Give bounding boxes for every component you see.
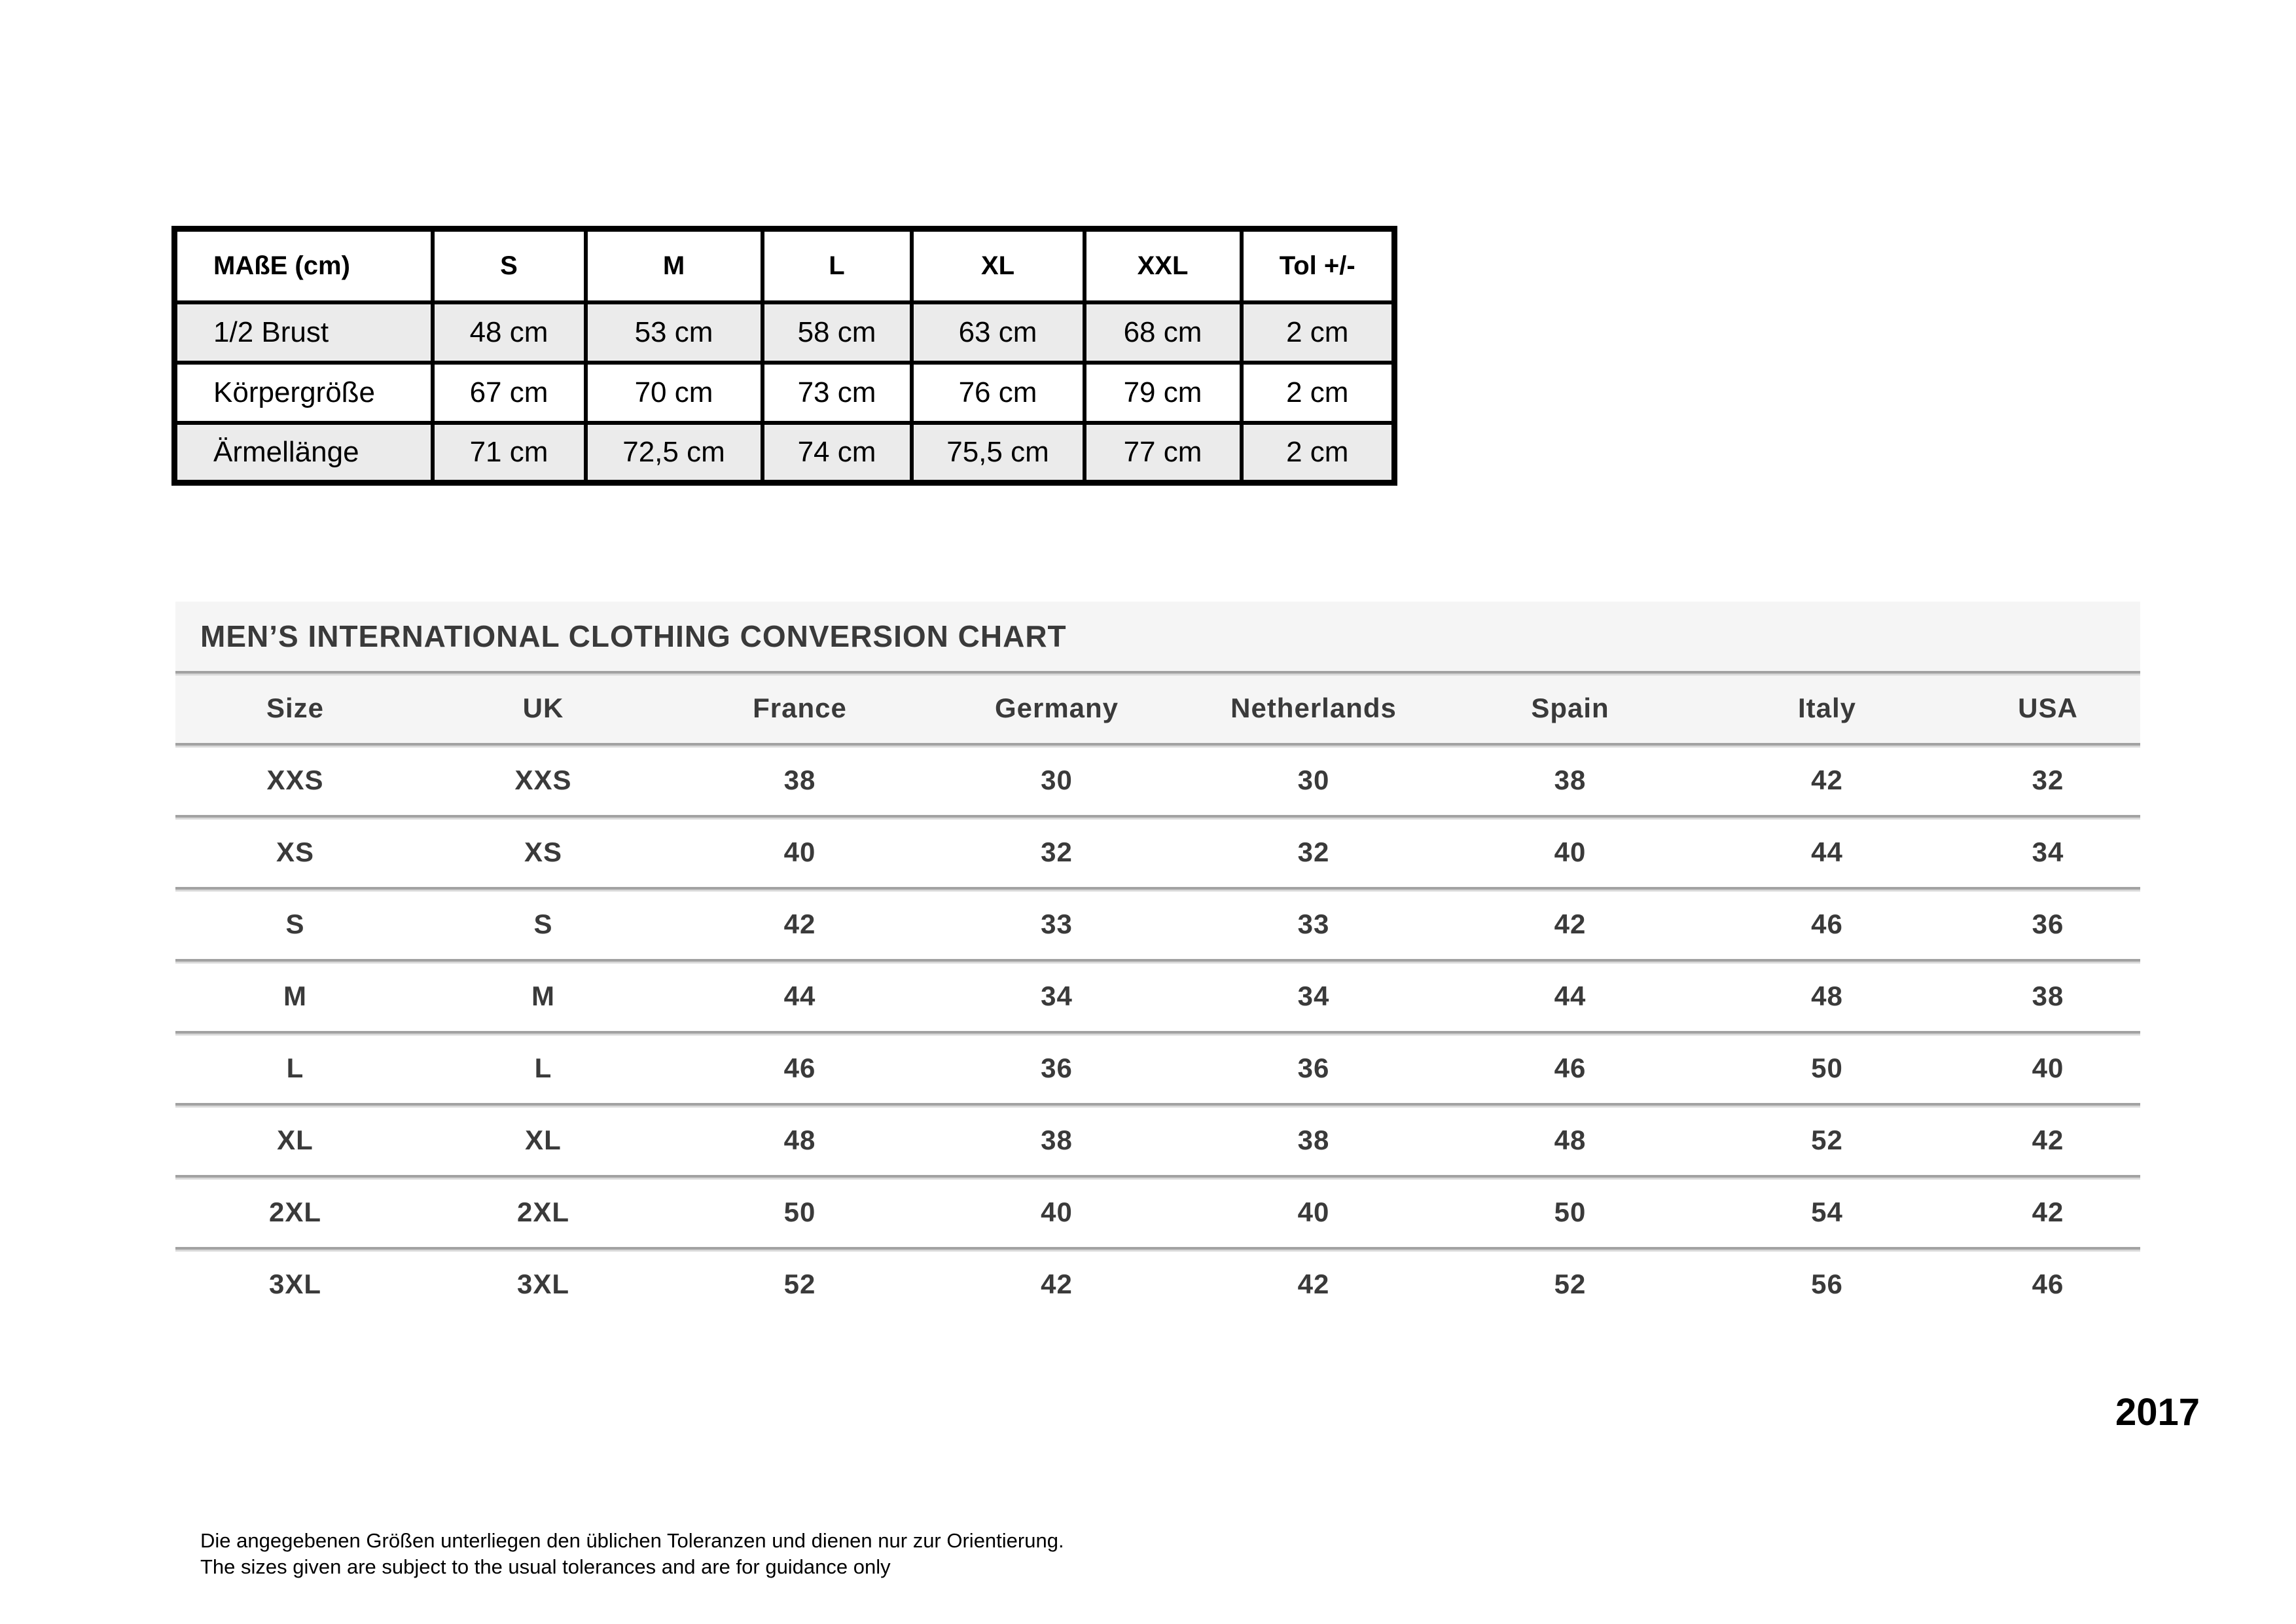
year-label: 2017 — [2115, 1391, 2200, 1434]
chart-value-cell: 30 — [928, 744, 1185, 816]
chart-value-cell: 42 — [1442, 888, 1698, 960]
masse-header-row — [175, 229, 1395, 302]
chart-value-cell: 34 — [1185, 960, 1442, 1032]
chart-value-cell: 46 — [1442, 1032, 1698, 1104]
chart-value-cell: 48 — [1698, 960, 1956, 1032]
chart-header-cell: France — [672, 672, 928, 744]
chart-value-cell: 40 — [1185, 1176, 1442, 1248]
chart-value-cell: 42 — [1698, 744, 1956, 816]
chart-row — [175, 816, 2140, 888]
chart-value-cell: 54 — [1698, 1176, 1956, 1248]
masse-row-label: 1/2 Brust — [175, 302, 433, 363]
masse-value-cell: 68 cm — [1085, 302, 1242, 363]
masse-value-cell: 58 cm — [762, 302, 912, 363]
chart-size-cell: 2XL — [175, 1176, 415, 1248]
chart-value-cell: 56 — [1698, 1248, 1956, 1319]
chart-value-cell: 38 — [1185, 1104, 1442, 1176]
masse-value-cell: 2 cm — [1242, 302, 1395, 363]
chart-value-cell: 42 — [928, 1248, 1185, 1319]
chart-row — [175, 1248, 2140, 1319]
chart-value-cell: 44 — [672, 960, 928, 1032]
chart-value-cell: M — [415, 960, 672, 1032]
chart-value-cell: 32 — [1185, 816, 1442, 888]
masse-value-cell: 70 cm — [586, 363, 762, 423]
chart-value-cell: 52 — [1442, 1248, 1698, 1319]
chart-header-cell: Germany — [928, 672, 1185, 744]
chart-row — [175, 960, 2140, 1032]
chart-value-cell: 44 — [1442, 960, 1698, 1032]
chart-header-cell: Netherlands — [1185, 672, 1442, 744]
chart-value-cell: 50 — [1442, 1176, 1698, 1248]
masse-value-cell: 73 cm — [762, 363, 912, 423]
conversion-chart-table — [175, 671, 2140, 1319]
chart-header-cell: Italy — [1698, 672, 1956, 744]
masse-header-size: M — [586, 229, 762, 302]
chart-size-cell: XL — [175, 1104, 415, 1176]
chart-header-cell: USA — [1956, 672, 2140, 744]
chart-value-cell: 46 — [1956, 1248, 2140, 1319]
masse-header-size: S — [433, 229, 586, 302]
masse-value-cell: 75,5 cm — [912, 423, 1085, 483]
masse-value-cell: 63 cm — [912, 302, 1085, 363]
chart-value-cell: 2XL — [415, 1176, 672, 1248]
chart-value-cell: 44 — [1698, 816, 1956, 888]
chart-value-cell: 52 — [672, 1248, 928, 1319]
masse-header-size: XXL — [1085, 229, 1242, 302]
chart-size-cell: XXS — [175, 744, 415, 816]
masse-value-cell: 2 cm — [1242, 423, 1395, 483]
chart-value-cell: 42 — [672, 888, 928, 960]
chart-size-cell: S — [175, 888, 415, 960]
masse-value-cell: 2 cm — [1242, 363, 1395, 423]
footer-line-english: The sizes given are subject to the usual tolerances and are for guidance only — [200, 1555, 891, 1578]
chart-value-cell: 36 — [928, 1032, 1185, 1104]
masse-header-size: Tol +/- — [1242, 229, 1395, 302]
chart-value-cell: 46 — [1698, 888, 1956, 960]
masse-row-label: Ärmellänge — [175, 423, 433, 483]
chart-row — [175, 1104, 2140, 1176]
masse-value-cell: 53 cm — [586, 302, 762, 363]
chart-value-cell: 33 — [1185, 888, 1442, 960]
chart-value-cell: XS — [415, 816, 672, 888]
chart-value-cell: 42 — [1956, 1104, 2140, 1176]
chart-value-cell: 38 — [1956, 960, 2140, 1032]
chart-value-cell: 32 — [1956, 744, 2140, 816]
masse-row — [175, 423, 1395, 483]
chart-value-cell: 40 — [1442, 816, 1698, 888]
masse-value-cell: 74 cm — [762, 423, 912, 483]
chart-value-cell: 50 — [672, 1176, 928, 1248]
chart-value-cell: 40 — [1956, 1032, 2140, 1104]
conversion-chart — [175, 602, 2140, 1319]
masse-header-size: L — [762, 229, 912, 302]
chart-value-cell: 52 — [1698, 1104, 1956, 1176]
chart-value-cell: 48 — [1442, 1104, 1698, 1176]
chart-header-cell: Size — [175, 672, 415, 744]
masse-value-cell: 72,5 cm — [586, 423, 762, 483]
masse-value-cell: 77 cm — [1085, 423, 1242, 483]
chart-value-cell: 3XL — [415, 1248, 672, 1319]
footer-note — [200, 1528, 1064, 1580]
footer-line-german: Die angegebenen Größen unterliegen den üblichen Toleranzen und dienen nur zur Orientierung. — [200, 1529, 1064, 1552]
chart-value-cell: 40 — [928, 1176, 1185, 1248]
masse-value-cell: 79 cm — [1085, 363, 1242, 423]
chart-row — [175, 1032, 2140, 1104]
chart-value-cell: XXS — [415, 744, 672, 816]
chart-value-cell: 33 — [928, 888, 1185, 960]
chart-value-cell: S — [415, 888, 672, 960]
chart-value-cell: 38 — [1442, 744, 1698, 816]
chart-value-cell: XL — [415, 1104, 672, 1176]
chart-header-cell: UK — [415, 672, 672, 744]
chart-value-cell: 36 — [1956, 888, 2140, 960]
chart-title: MEN’S INTERNATIONAL CLOTHING CONVERSION CHART — [175, 602, 2140, 671]
chart-row — [175, 744, 2140, 816]
masse-header-label: MAßE (cm) — [175, 229, 433, 302]
chart-size-cell: XS — [175, 816, 415, 888]
chart-row — [175, 888, 2140, 960]
chart-size-cell: L — [175, 1032, 415, 1104]
masse-table — [171, 226, 1397, 486]
chart-value-cell: 38 — [928, 1104, 1185, 1176]
chart-value-cell: 48 — [672, 1104, 928, 1176]
masse-row — [175, 302, 1395, 363]
masse-value-cell: 67 cm — [433, 363, 586, 423]
masse-value-cell: 48 cm — [433, 302, 586, 363]
chart-value-cell: 38 — [672, 744, 928, 816]
masse-value-cell: 76 cm — [912, 363, 1085, 423]
chart-value-cell: 34 — [1956, 816, 2140, 888]
chart-value-cell: 30 — [1185, 744, 1442, 816]
chart-value-cell: L — [415, 1032, 672, 1104]
chart-value-cell: 36 — [1185, 1032, 1442, 1104]
masse-row-label: Körpergröße — [175, 363, 433, 423]
masse-header-size: XL — [912, 229, 1085, 302]
chart-value-cell: 40 — [672, 816, 928, 888]
chart-value-cell: 34 — [928, 960, 1185, 1032]
chart-value-cell: 50 — [1698, 1032, 1956, 1104]
masse-row — [175, 363, 1395, 423]
masse-value-cell: 71 cm — [433, 423, 586, 483]
chart-value-cell: 32 — [928, 816, 1185, 888]
chart-size-cell: 3XL — [175, 1248, 415, 1319]
chart-row — [175, 1176, 2140, 1248]
chart-header-row — [175, 672, 2140, 744]
chart-header-cell: Spain — [1442, 672, 1698, 744]
chart-value-cell: 42 — [1956, 1176, 2140, 1248]
chart-value-cell: 46 — [672, 1032, 928, 1104]
chart-size-cell: M — [175, 960, 415, 1032]
chart-value-cell: 42 — [1185, 1248, 1442, 1319]
